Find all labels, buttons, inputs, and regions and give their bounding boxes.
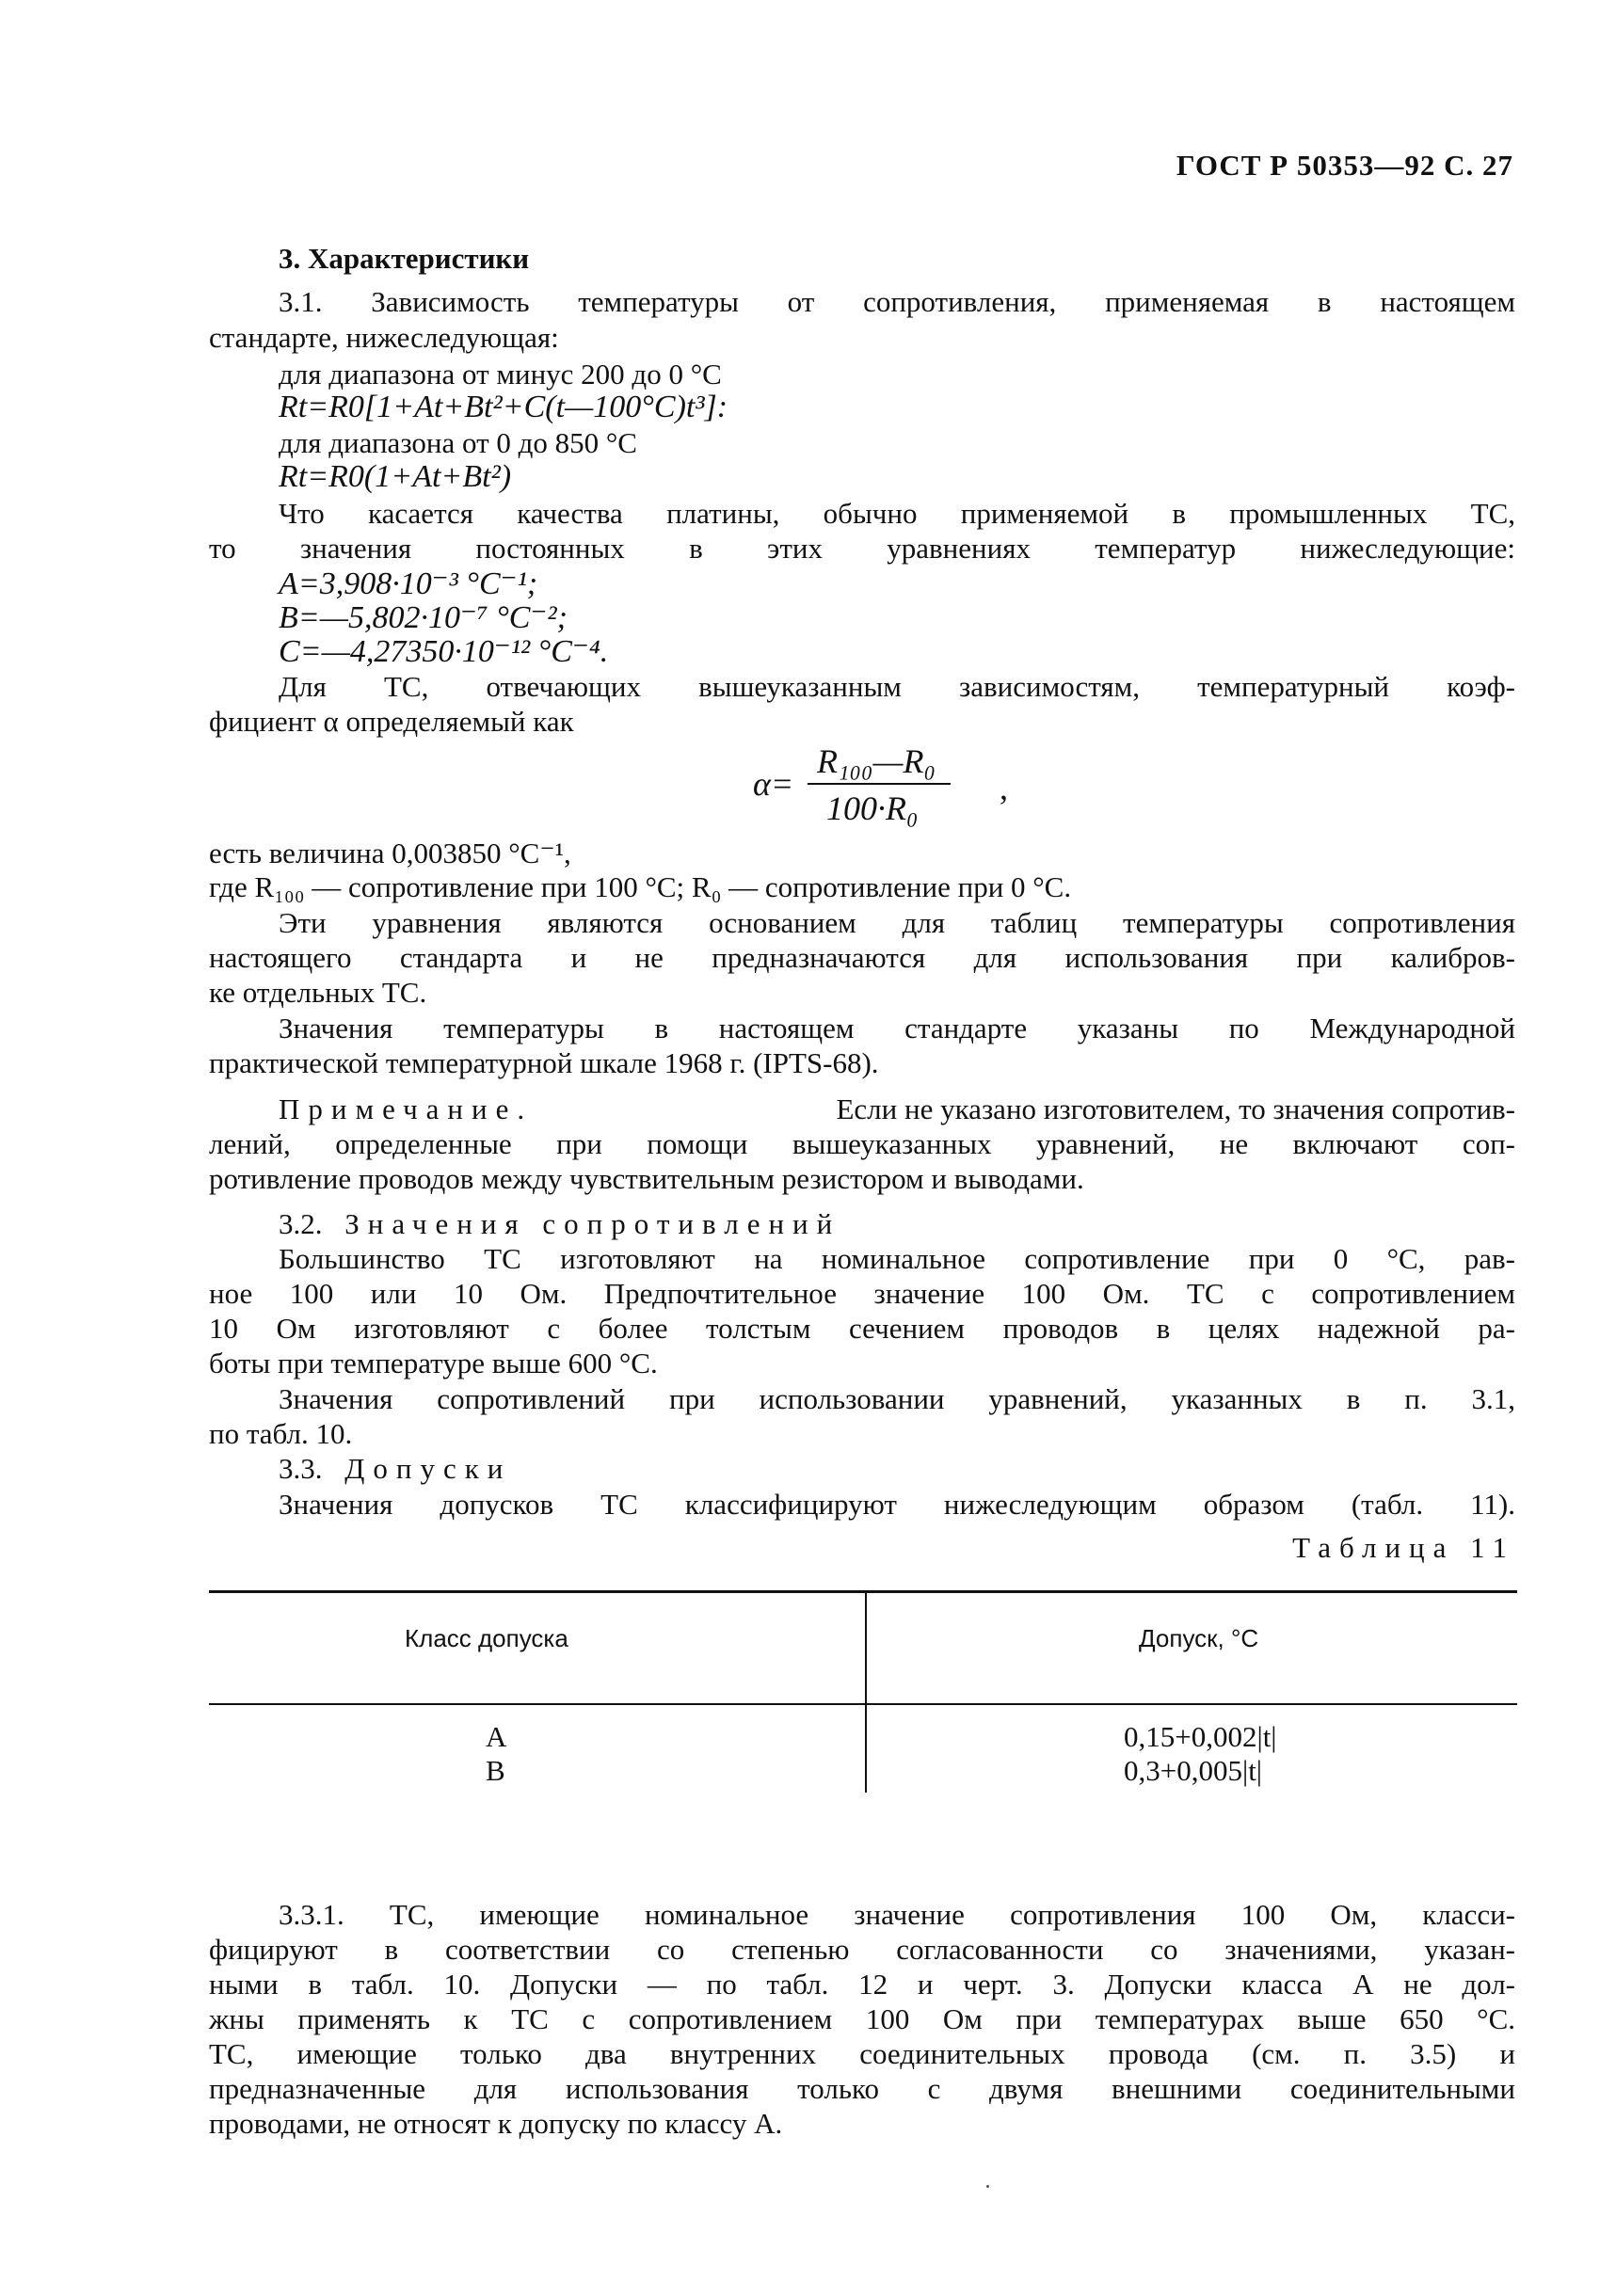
paragraph-line: Значения допусков ТС классифицируют нижеследующим образом (табл. 11).: [279, 1488, 1515, 1521]
paragraph-line: жны применять к ТС с сопротивлением 100 Ом при температурах выше 650 °C.: [209, 2002, 1515, 2035]
formula-cvd-positive: Rt=R0(1+At+Bt²): [279, 459, 512, 494]
constant-a: A=3,908·10⁻³ °C⁻¹;: [279, 566, 538, 601]
fraction-bar: [808, 783, 951, 785]
paragraph-line: настоящего стандарта и не предназначаются для использования при калибров-: [209, 941, 1515, 974]
section-heading-text: Допуски: [344, 1452, 512, 1485]
paragraph-line: Значения сопротивлений при использовании уравнений, указанных в п. 3.1,: [279, 1382, 1515, 1415]
table-header-class: Класс допуска: [405, 1624, 568, 1652]
constant-c: C=—4,27350·10⁻¹² °C⁻⁴.: [279, 634, 609, 669]
range-line: для диапазона от 0 до 850 °C: [279, 426, 637, 459]
table-rule-top: [209, 1590, 1517, 1593]
fraction-denominator: 100·R₀: [826, 789, 919, 827]
section-heading-3-2: [279, 1206, 840, 1242]
note-line: лений, определенные при помощи вышеуказанных уравнений, не включают соп-: [209, 1127, 1515, 1160]
note-line: ротивление проводов между чувствительным резистором и выводами.: [209, 1162, 1084, 1195]
paragraph-line: боты при температуре выше 600 °C.: [209, 1347, 658, 1379]
paragraph-line: где R₁₀₀ — сопротивление при 100 °C; R₀ — сопротивление при 0 °C.: [209, 870, 1072, 903]
paragraph-line: предназначенные для использования только с двумя внешними соединительными: [209, 2072, 1515, 2105]
paragraph-line: ными в табл. 10. Допуски — по табл. 12 и черт. 3. Допуски класса А не дол-: [209, 1968, 1515, 2001]
note-text: Если не указано изготовителем, то значения сопротив-: [836, 1092, 1515, 1125]
section-number: 3.2.: [279, 1207, 323, 1240]
paragraph-line: проводами, не относят к допуску по классу А.: [209, 2107, 783, 2140]
note-line: [279, 1092, 1515, 1127]
table-cell-class: B: [486, 1754, 505, 1787]
paragraph-line: фициент α определяемый как: [209, 705, 574, 738]
table-cell-class: A: [486, 1720, 507, 1753]
paragraph-line: ТС, имеющие только два внутренних соединительных провода (см. п. 3.5) и: [209, 2037, 1515, 2070]
paragraph-line: стандарте, нижеследующая:: [209, 321, 559, 354]
paragraph-line: есть величина 0,003850 °C⁻¹,: [209, 837, 571, 869]
paragraph-line: Эти уравнения являются основанием для таблиц температуры сопротивления: [279, 906, 1515, 939]
section-heading-3-3: [279, 1451, 511, 1487]
constant-b: B=—5,802·10⁻⁷ °C⁻²;: [279, 600, 568, 635]
scan-speck: [986, 2185, 989, 2188]
alpha-symbol: α=: [753, 765, 794, 803]
section-number: 3.3.: [279, 1452, 323, 1485]
paragraph-line: 3.3.1. ТС, имеющие номинальное значение сопротивления 100 Ом, класси-: [279, 1898, 1515, 1931]
paragraph-line: Для ТС, отвечающих вышеуказанным зависимостям, температурный коэф-: [279, 670, 1515, 703]
paragraph-line: практической температурной шкале 1968 г. (IPTS-68).: [209, 1046, 879, 1079]
table-title: Таблица 11: [1292, 1531, 1515, 1564]
paragraph-line: Значения температуры в настоящем стандарте указаны по Международной: [279, 1012, 1515, 1044]
table-cell-tolerance: 0,3+0,005|t|: [1124, 1754, 1263, 1787]
note-label: Примечание.: [279, 1092, 534, 1125]
section-heading-text: Значения сопротивлений: [344, 1207, 841, 1240]
paragraph-line: то значения постоянных в этих уравнениях температур нижеследующие:: [209, 532, 1515, 565]
fraction-numerator: R₁₀₀—R₀: [817, 742, 936, 780]
paragraph-line: Большинство ТС изготовляют на номинальное сопротивление при 0 °C, рав-: [279, 1242, 1515, 1275]
paragraph-line: по табл. 10.: [209, 1417, 353, 1450]
formula-cvd-negative: Rt=R0[1+At+Bt²+C(t—100°C)t³]:: [279, 390, 728, 424]
paragraph-line: фицируют в соответствии со степенью согласованности со значениями, указан-: [209, 1933, 1515, 1966]
fraction-comma: ,: [1000, 769, 1008, 806]
range-line: для диапазона от минус 200 до 0 °C: [279, 358, 722, 391]
paragraph-line: 3.1. Зависимость температуры от сопротивления, применяемая в настоящем: [279, 285, 1515, 318]
paragraph-line: 10 Ом изготовляют с более толстым сечением проводов в целях надежной ра-: [209, 1312, 1515, 1345]
paragraph-line: ное 100 или 10 Ом. Предпочтительное значение 100 Ом. ТС с сопротивлением: [209, 1277, 1515, 1310]
table-rule-header: [209, 1703, 1517, 1705]
tolerance-table: [209, 1590, 1517, 1807]
table-rule-vertical: [865, 1590, 867, 1793]
paragraph-line: Что касается качества платины, обычно применяемой в промышленных ТС,: [279, 497, 1515, 530]
page-header: ГОСТ Р 50353—92 С. 27: [1176, 149, 1513, 182]
section-title: 3. Характеристики: [279, 242, 530, 275]
table-cell-tolerance: 0,15+0,002|t|: [1124, 1720, 1277, 1753]
table-header-tolerance: Допуск, °C: [1139, 1624, 1259, 1652]
paragraph-line: ке отдельных ТС.: [209, 976, 427, 1009]
